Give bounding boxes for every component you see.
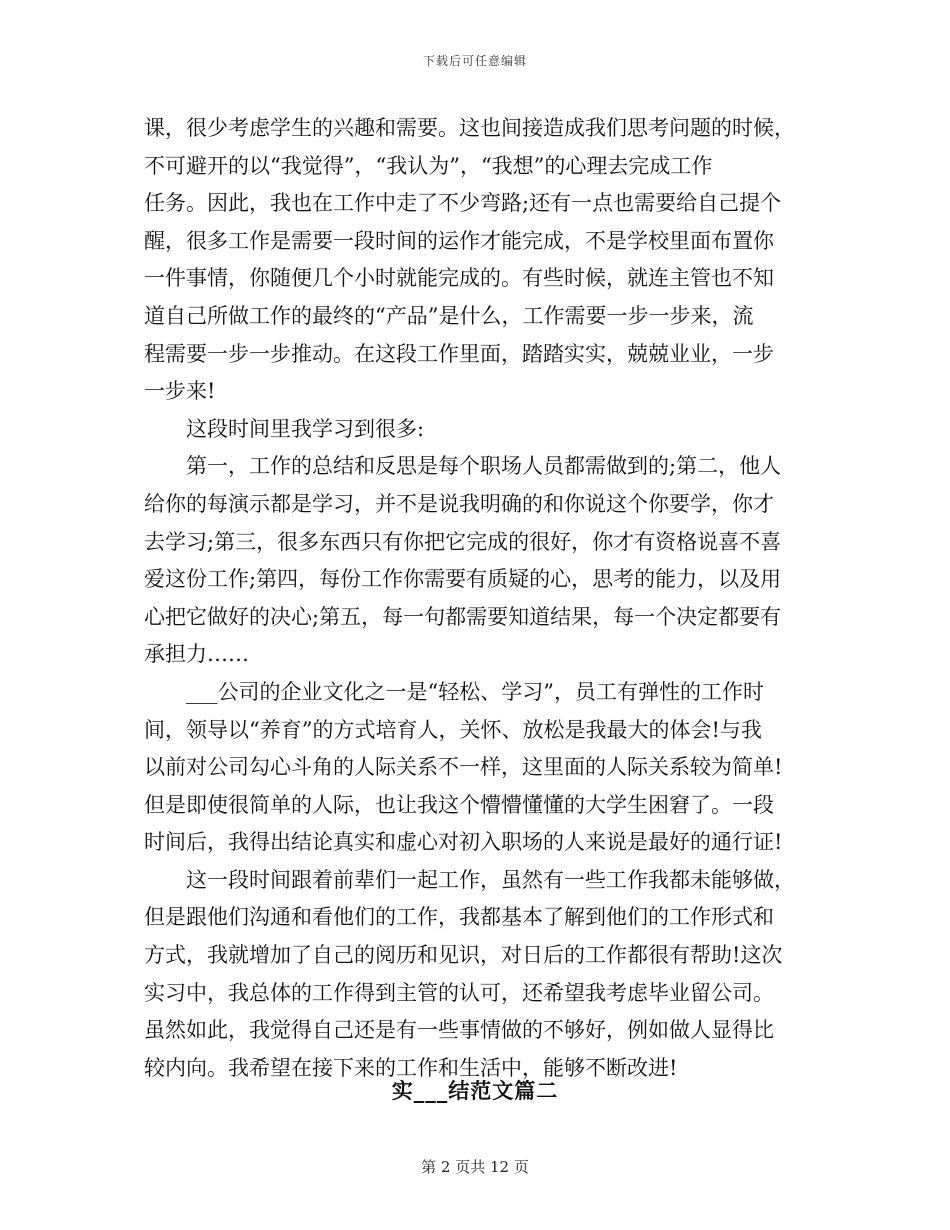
paragraph-first-line: ___公司的企业文化之一是“轻松、学习”，员工有弹性的工作时 xyxy=(186,679,764,704)
text-line: 课，很少考虑学生的兴趣和需要。这也间接造成我们思考问题的时候， xyxy=(144,116,795,140)
text-line: 醒，很多工作是需要一段时间的运作才能完成，不是学校里面布置你 xyxy=(144,228,774,253)
paragraph-first-line: 这段时间里我学习到很多: xyxy=(186,416,425,441)
paragraph-first-line: 第一，工作的总结和反思是每个职场人员都需做到的;第二，他人 xyxy=(186,454,782,479)
text-line: 时间后，我得出结论真实和虚心对初入职场的人来说是最好的通行证! xyxy=(144,830,783,855)
text-line: 承担力…… xyxy=(144,642,249,667)
text-line: 但是即使很简单的人际，也让我这个懵懵懂懂的大学生困窘了。一段 xyxy=(144,792,774,817)
text-line: 任务。因此，我也在工作中走了不少弯路;还有一点也需要给自己提个 xyxy=(144,191,782,216)
text-line: 程需要一步一步推动。在这段工作里面，踏踏实实，兢兢业业，一步 xyxy=(144,341,774,366)
paragraph-first-line: 这一段时间跟着前辈们一起工作，虽然有一些工作我都未能够做， xyxy=(186,867,795,892)
text-line: 不可避开的以“我觉得”，“我认为”，“我想”的心理去完成工作 xyxy=(144,153,713,178)
text-line: 但是跟他们沟通和看他们的工作，我都基本了解到他们的工作形式和 xyxy=(144,905,774,930)
text-line: 一步来! xyxy=(144,379,216,404)
text-line: 去学习;第三，很多东西只有你把它完成的很好，你才有资格说喜不喜 xyxy=(144,529,782,554)
text-line: 虽然如此，我觉得自己还是有一些事情做的不够好，例如做人显得比 xyxy=(144,1018,774,1043)
text-line: 方式，我就增加了自己的阅历和见识，对日后的工作都很有帮助!这次 xyxy=(144,943,783,968)
download-note: 下载后可任意编辑 xyxy=(422,54,527,68)
text-line: 实习中，我总体的工作得到主管的认可，还希望我考虑毕业留公司。 xyxy=(144,980,774,1005)
page-number: 第 2 页共 12 页 xyxy=(421,1158,529,1176)
text-line: 给你的每演示都是学习，并不是说我明确的和你说这个你要学，你才 xyxy=(144,491,774,516)
document-body xyxy=(144,110,806,1087)
text-line: 爱这份工作;第四，每份工作你需要有质疑的心，思考的能力，以及用 xyxy=(144,567,782,592)
text-line: 道自己所做工作的最终的“产品”是什么，工作需要一步一步来，流 xyxy=(144,303,754,328)
section-heading: 实___结范文篇二 xyxy=(391,1078,559,1103)
text-line: 以前对公司勾心斗角的人际关系不一样，这里面的人际关系较为简单! xyxy=(144,755,783,780)
text-line: 较内向。我希望在接下来的工作和生活中，能够不断改进! xyxy=(144,1055,678,1080)
text-line: 间，领导以“养育”的方式培育人，关怀、放松是我最大的体会!与我 xyxy=(144,717,762,742)
text-line: 一件事情，你随便几个小时就能完成的。有些时候，就连主管也不知 xyxy=(144,266,774,291)
text-line: 心把它做好的决心;第五，每一句都需要知道结果，每一个决定都要有 xyxy=(144,604,782,629)
